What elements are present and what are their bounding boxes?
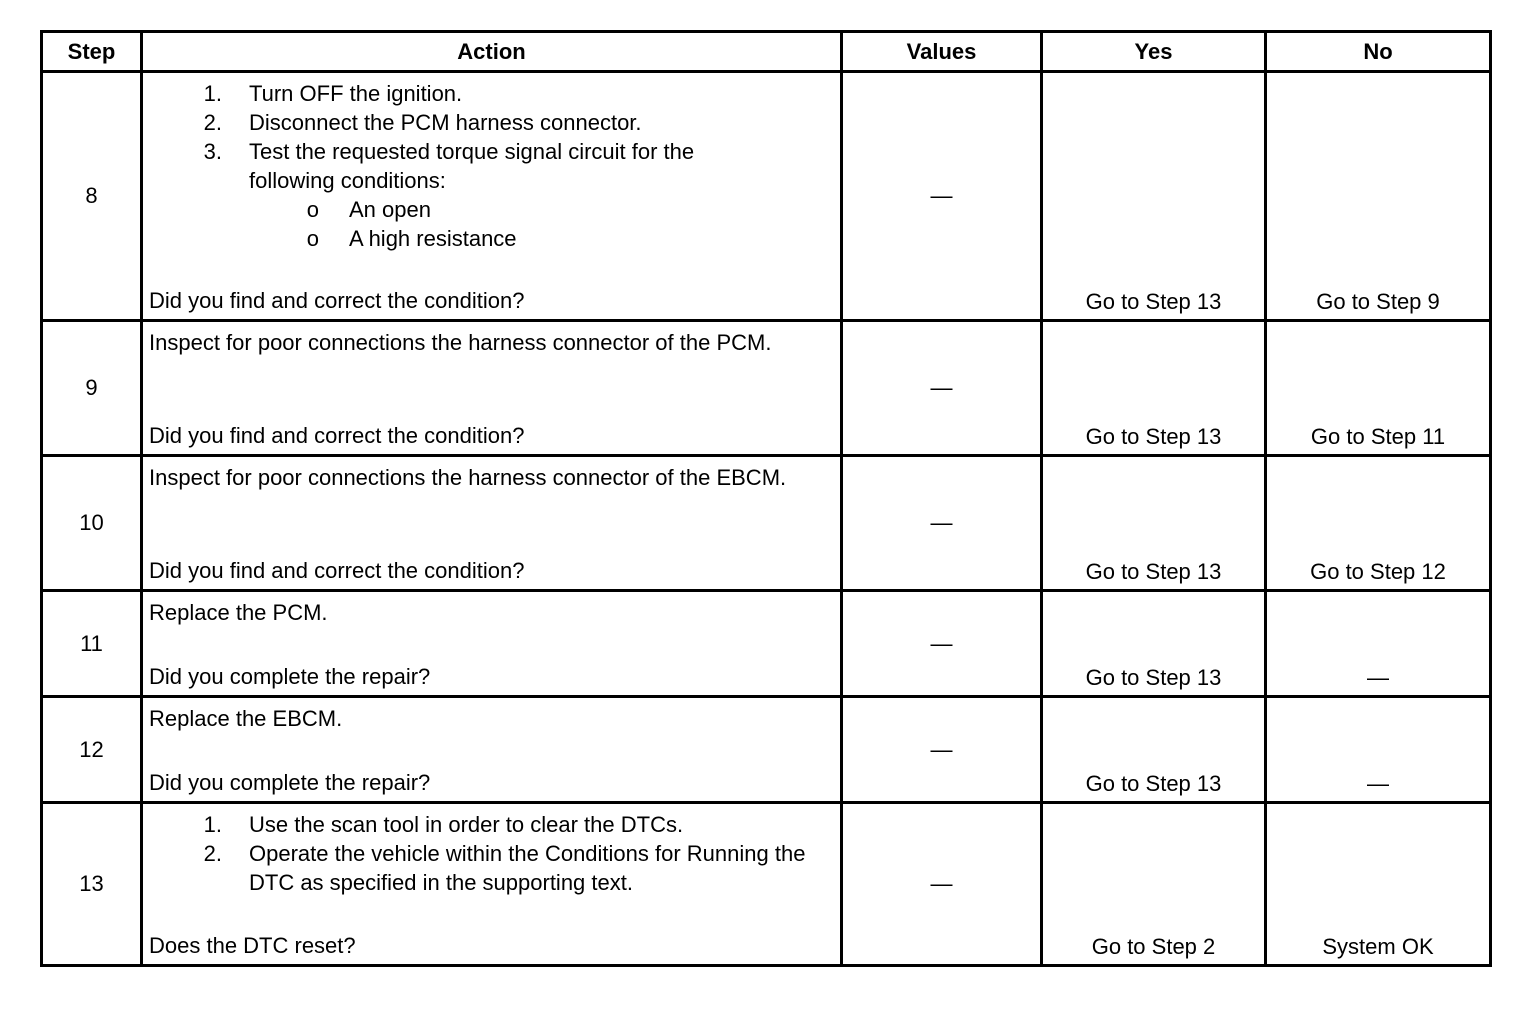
yes-text: Go to Step 13 [1085, 665, 1222, 690]
list-item [149, 810, 832, 839]
list-item [149, 839, 832, 897]
question-text: Did you find and correct the condition? [149, 558, 525, 583]
question-text: Did you find and correct the condition? [149, 423, 525, 448]
header-yes: Yes [1042, 32, 1266, 72]
step-number: 8 [42, 72, 142, 321]
yes-text: Go to Step 2 [1091, 934, 1216, 959]
action-text: Replace the EBCM. [149, 706, 343, 731]
step-number: 9 [42, 321, 142, 456]
yes-text: Go to Step 13 [1085, 771, 1222, 796]
action-text: Inspect for poor connections the harness connector of the EBCM. [149, 465, 787, 490]
question-text: Does the DTC reset? [149, 933, 356, 958]
value-cell: — [842, 321, 1042, 456]
step-number: 10 [42, 456, 142, 591]
list-item [149, 137, 832, 195]
no-cell [1266, 697, 1491, 803]
step-number: 13 [42, 803, 142, 966]
value-cell: — [842, 72, 1042, 321]
no-text: Go to Step 9 [1316, 289, 1440, 314]
yes-cell [1042, 591, 1266, 697]
yes-text: Go to Step 13 [1085, 424, 1222, 449]
numbered-list [149, 810, 832, 897]
no-cell [1266, 72, 1491, 321]
yes-cell [1042, 803, 1266, 966]
diagnostic-table [40, 30, 1492, 967]
action-cell [142, 591, 842, 697]
list-text: Test the requested torque signal circuit for the following conditions: [249, 139, 695, 193]
list-number: 2. [203, 110, 222, 135]
no-text: Go to Step 12 [1310, 559, 1446, 584]
list-text: Use the scan tool in order to clear the DTCs. [249, 812, 684, 837]
yes-cell [1042, 697, 1266, 803]
question-text: Did you complete the repair? [149, 770, 431, 795]
value-cell: — [842, 591, 1042, 697]
list-number: 1. [203, 81, 222, 106]
bullet-list [149, 195, 832, 253]
value-cell: — [842, 456, 1042, 591]
yes-cell [1042, 321, 1266, 456]
value-cell: — [842, 697, 1042, 803]
table-row [42, 321, 1491, 456]
yes-text: Go to Step 13 [1085, 289, 1222, 314]
action-text: Replace the PCM. [149, 600, 328, 625]
yes-cell [1042, 72, 1266, 321]
list-text: Disconnect the PCM harness connector. [249, 110, 642, 135]
action-cell [142, 456, 842, 591]
list-item [149, 108, 832, 137]
bullet-item [149, 224, 832, 253]
action-cell [142, 72, 842, 321]
header-no: No [1266, 32, 1491, 72]
header-values: Values [842, 32, 1042, 72]
table-row [42, 803, 1491, 966]
list-number: 1. [203, 812, 222, 837]
header-action: Action [142, 32, 842, 72]
list-number: 3. [203, 139, 222, 164]
header-step: Step [42, 32, 142, 72]
bullet-text: A high resistance [349, 226, 517, 251]
yes-cell [1042, 456, 1266, 591]
list-number: 2. [203, 841, 222, 866]
yes-text: Go to Step 13 [1085, 559, 1222, 584]
no-cell [1266, 803, 1491, 966]
table-row [42, 697, 1491, 803]
table-row [42, 591, 1491, 697]
action-cell [142, 321, 842, 456]
table-row [42, 456, 1491, 591]
bullet-marker: o [306, 197, 319, 222]
no-text: System OK [1322, 934, 1434, 959]
list-text: Turn OFF the ignition. [249, 81, 463, 106]
action-cell [142, 803, 842, 966]
list-text: Operate the vehicle within the Conditions for Running the DTC as specified in the supporting text. [249, 841, 806, 895]
no-text: — [1367, 771, 1389, 796]
bullet-text: An open [349, 197, 431, 222]
table-row [42, 72, 1491, 321]
no-cell [1266, 321, 1491, 456]
no-cell [1266, 591, 1491, 697]
list-item [149, 79, 832, 108]
step-number: 12 [42, 697, 142, 803]
header-row [42, 32, 1491, 72]
question-text: Did you complete the repair? [149, 664, 431, 689]
value-cell: — [842, 803, 1042, 966]
bullet-marker: o [306, 226, 319, 251]
action-text: Inspect for poor connections the harness connector of the PCM. [149, 330, 772, 355]
no-text: Go to Step 11 [1310, 424, 1446, 449]
question-text: Did you find and correct the condition? [149, 288, 525, 313]
no-text: — [1367, 665, 1389, 690]
numbered-list [149, 79, 832, 195]
bullet-item [149, 195, 832, 224]
no-cell [1266, 456, 1491, 591]
action-cell [142, 697, 842, 803]
step-number: 11 [42, 591, 142, 697]
